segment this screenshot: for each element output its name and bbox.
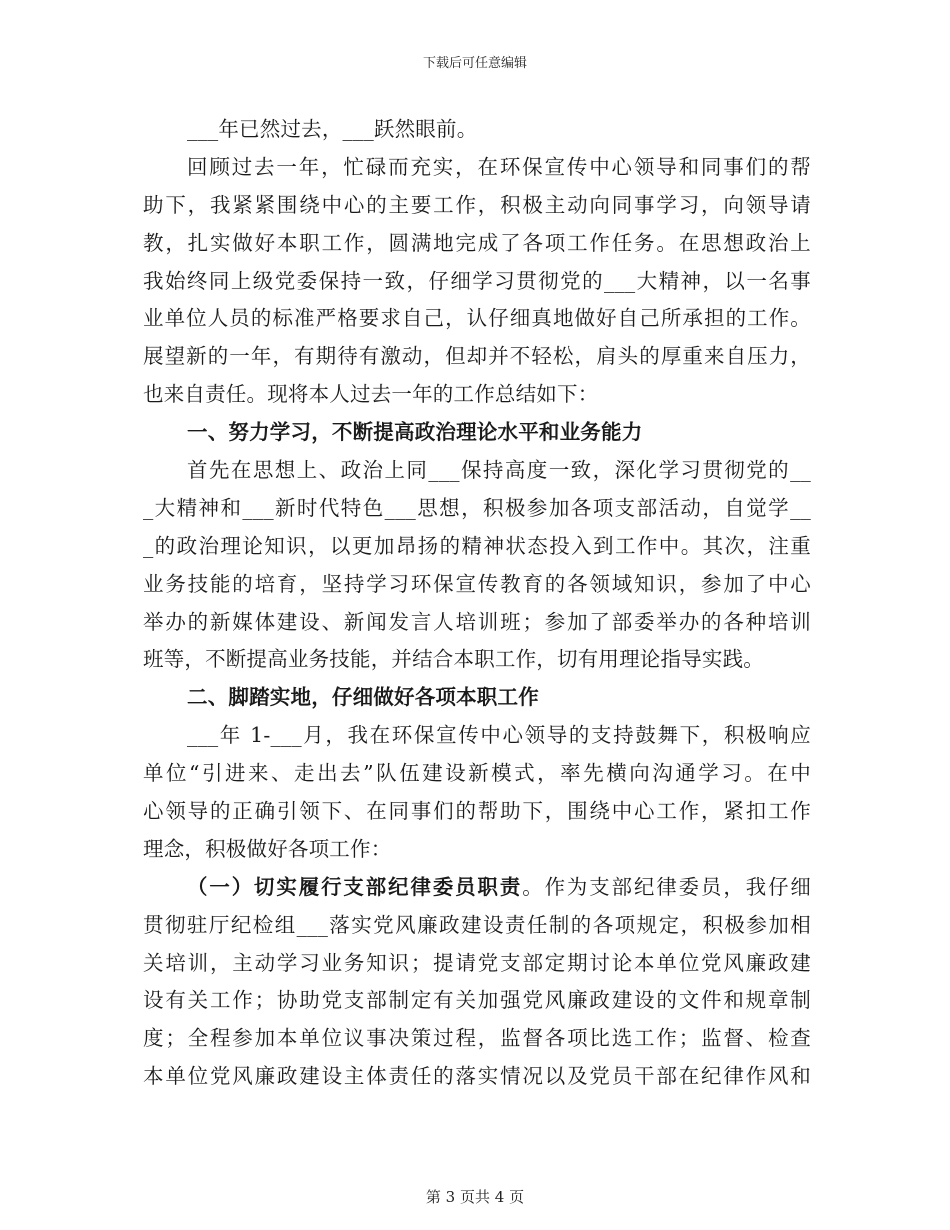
line-text: 二、脚踏实地，仔细做好各项本职工作 [187,685,539,710]
text-line [143,1058,811,1096]
line-text: 本单位党风廉政建设主体责任的落实情况以及党员干部在纪律作风和 [143,1064,811,1089]
line-text: 贯彻驻厅纪检组___落实党风廉政建设责任制的各项规定，积极参加相 [143,912,811,937]
text-line [143,641,811,679]
line-text: _的政治理论知识，以更加昂扬的精神状态投入到工作中。其次，注重 [143,533,811,558]
section-heading [143,414,811,452]
page-header: 下载后可任意编辑 [422,56,527,71]
line-text: 。作为支部纪律委员，我仔细 [522,874,811,899]
line-text: 也来自责任。现将本人过去一年的工作总结如下： [143,382,599,407]
line-text: 单位“引进来、走出去”队伍建设新模式，率先横向沟通学习。在中 [143,761,811,786]
line-text: 举办的新媒体建设、新闻发言人培训班；参加了部委举办的各种培训 [143,609,811,634]
line-text: 设有关工作；协助党支部制定有关加强党风廉政建设的文件和规章制 [143,988,811,1013]
line-text: ___年 1-___月，我在环保宣传中心领导的支持鼓舞下，积极响应 [187,723,811,748]
line-text: 首先在思想上、政治上同___保持高度一致，深化学习贯彻党的__ [187,458,811,483]
text-line [143,376,811,414]
text-line [143,225,811,263]
text-line [143,717,811,755]
text-line [143,793,811,831]
text-line [143,831,811,869]
text-line [143,149,811,187]
text-line [143,755,811,793]
line-text: 关培训，主动学习业务知识；提请党支部定期讨论本单位党风廉政建 [143,950,811,975]
text-line [143,452,811,490]
line-text: 业单位人员的标准严格要求自己，认仔细真地做好自己所承担的工作。 [143,306,811,331]
document-body [143,111,811,1096]
line-text: 业务技能的培育，坚持学习环保宣传教育的各领域知识，参加了中心 [143,571,811,596]
section-heading [143,679,811,717]
text-line [143,566,811,604]
line-text: 理念，积极做好各项工作： [143,836,392,861]
line-text: 展望新的一年，有期待有激动，但却并不轻松，肩头的厚重来自压力， [143,344,811,369]
text-line [143,111,811,149]
line-text: 教，扎实做好本职工作，圆满地完成了各项工作任务。在思想政治上 [143,230,811,255]
line-text: 回顾过去一年，忙碌而充实，在环保宣传中心领导和同事们的帮 [187,154,811,179]
text-line [143,604,811,642]
text-line [143,338,811,376]
text-line [143,490,811,528]
text-line [143,187,811,225]
line-text: 一、努力学习，不断提高政治理论水平和业务能力 [187,420,643,445]
page-footer: 第 3 页共 4 页 [425,1188,525,1206]
line-text: 我始终同上级党委保持一致，仔细学习贯彻党的___大精神，以一名事 [143,268,811,293]
text-line [143,300,811,338]
line-text: 班等，不断提高业务技能，并结合本职工作，切有用理论指导实践。 [143,647,764,672]
line-text: _大精神和___新时代特色___思想，积极参加各项支部活动，自觉学__ [143,495,811,520]
text-line [143,1020,811,1058]
text-line [143,907,811,945]
line-text: 度；全程参加本单位议事决策过程，监督各项比选工作；监督、检查 [143,1026,811,1051]
line-text: 心领导的正确引领下、在同事们的帮助下，围绕中心工作，紧扣工作 [143,799,811,824]
line-text: 助下，我紧紧围绕中心的主要工作，积极主动向同事学习，向领导请 [143,192,811,217]
text-line [143,982,811,1020]
subsection-title: （一）切实履行支部纪律委员职责 [187,874,523,899]
text-line [143,263,811,301]
text-line [143,945,811,983]
text-line [143,869,811,907]
line-text: ___年已然过去，___跃然眼前。 [187,117,478,141]
text-line [143,528,811,566]
